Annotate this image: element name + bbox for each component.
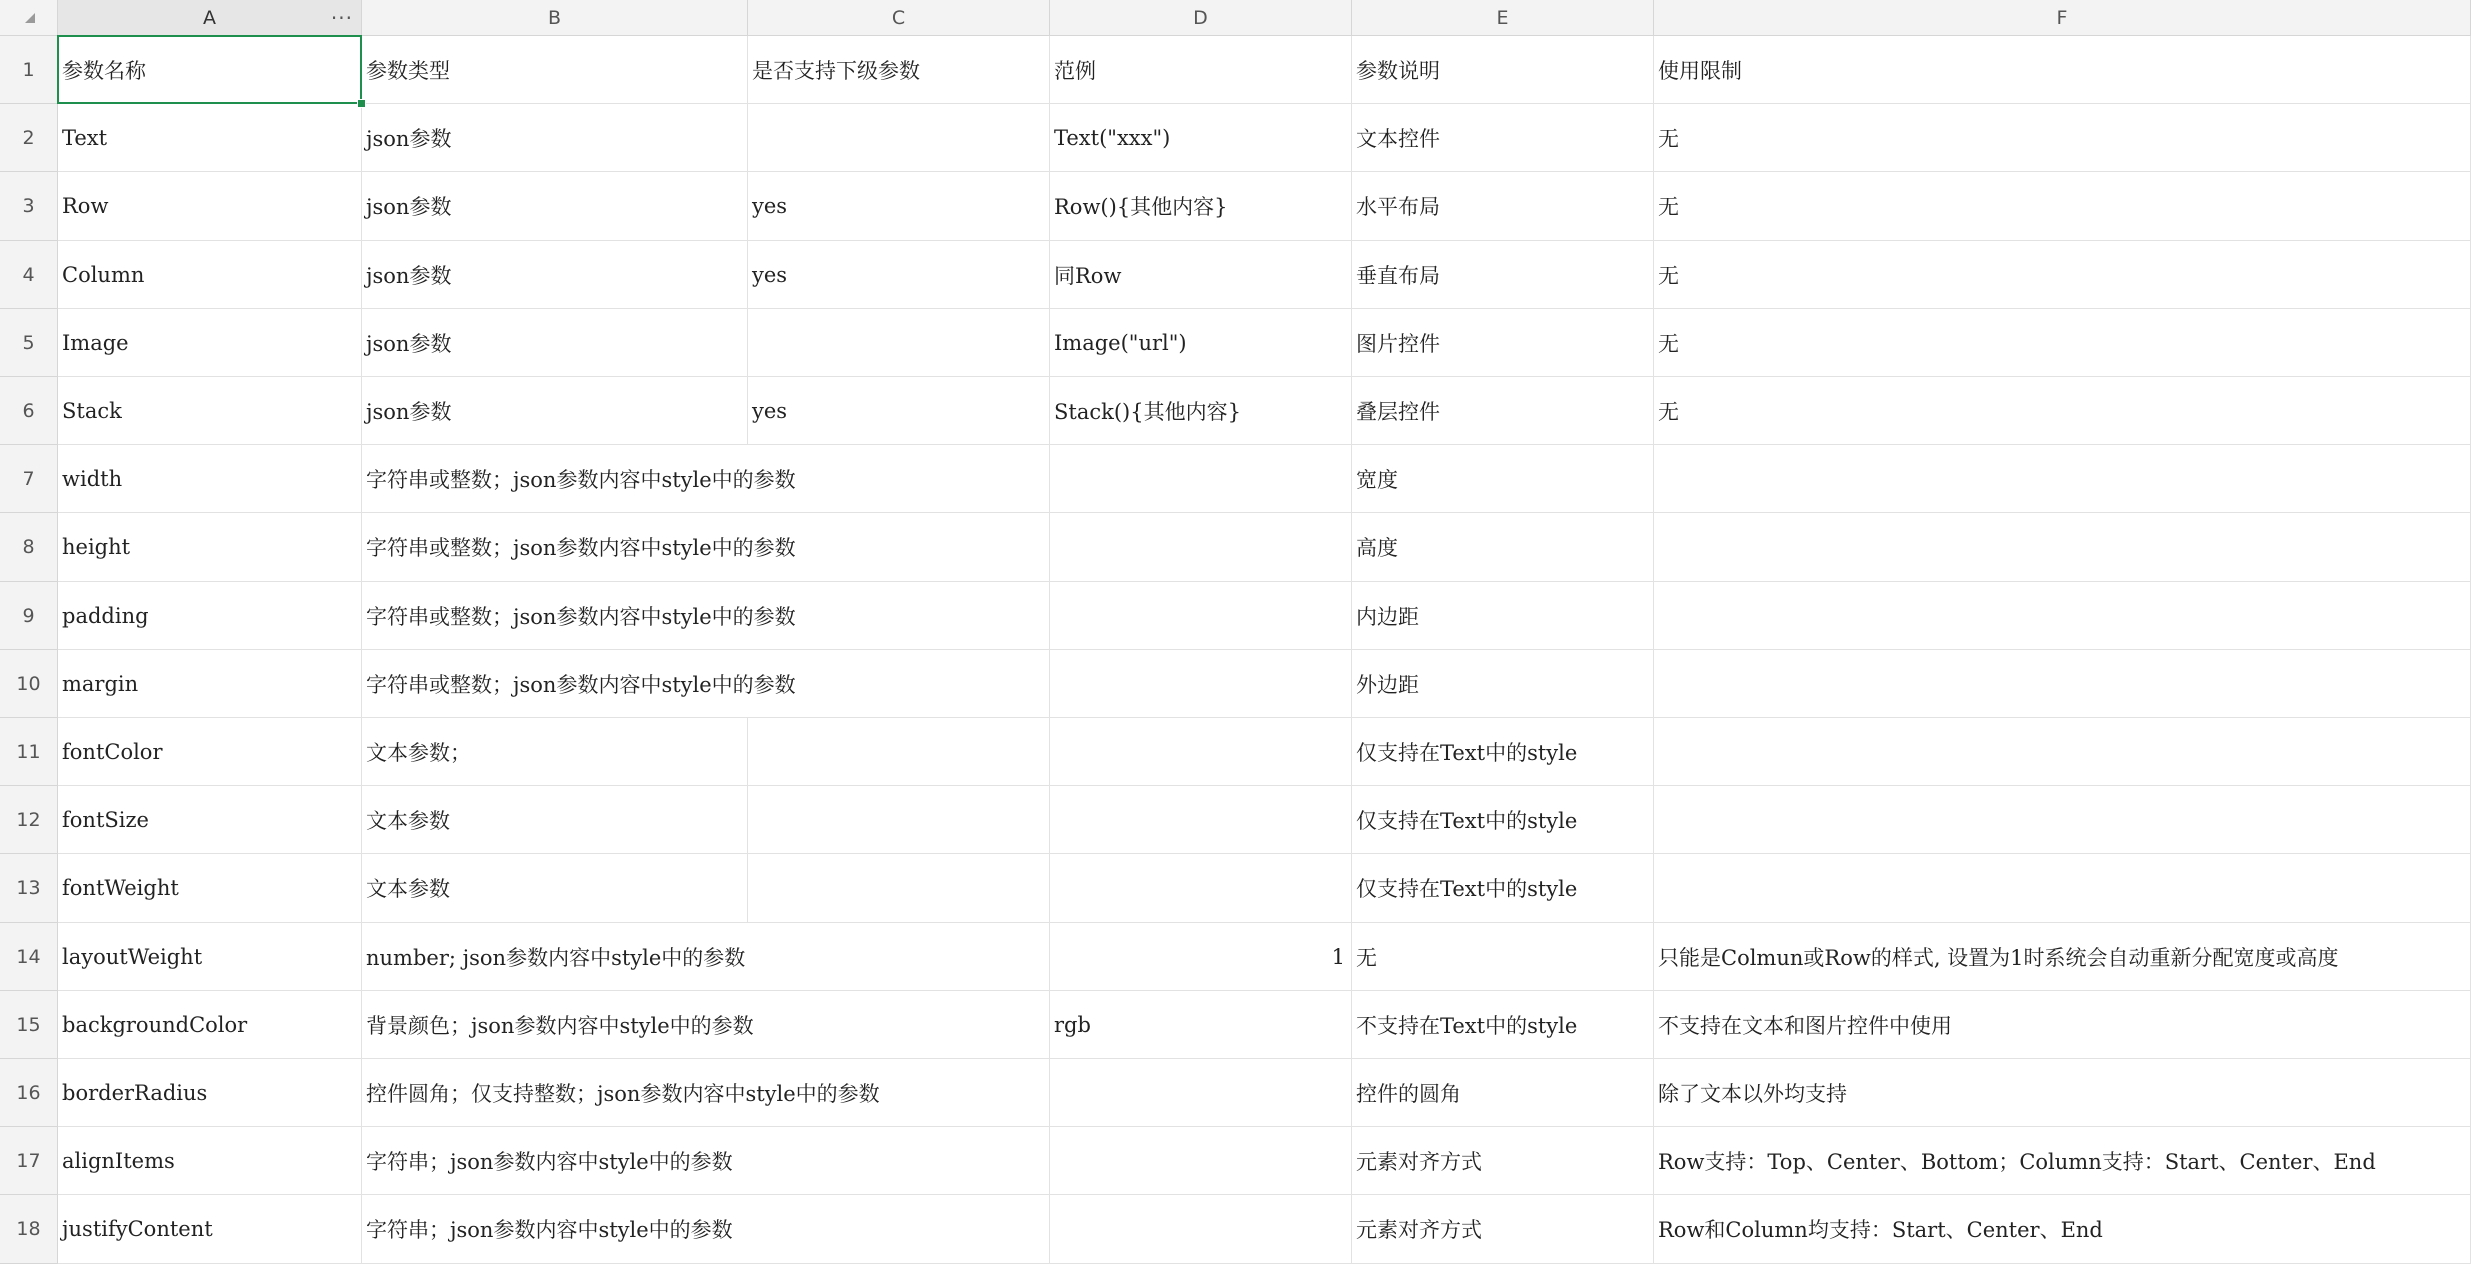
cell-f4[interactable]	[1654, 241, 2471, 309]
cell-text: 背景颜色；json参数内容中style中的参数	[366, 1013, 754, 1038]
cell-text: 文本参数	[366, 877, 450, 901]
cell-e2[interactable]	[1352, 104, 1654, 172]
cell-text: Row	[62, 194, 109, 218]
cell-text: 同Row	[1054, 263, 1122, 288]
cell-text: 仅支持在Text中的style	[1356, 740, 1578, 765]
cell-text: 外边距	[1356, 672, 1419, 697]
cell-text: Row(){其他内容}	[1054, 195, 1228, 219]
cell-f8[interactable]	[1654, 513, 2471, 582]
cell-text: 文本控件	[1356, 126, 1440, 151]
cell-text: Stack(){其他内容}	[1054, 399, 1241, 424]
cell-b11[interactable]	[362, 718, 748, 786]
cell-text: 参数说明	[1356, 58, 1440, 83]
column-header-label: C	[891, 6, 906, 29]
cell-d12[interactable]	[1050, 786, 1352, 854]
cell-e14[interactable]	[1352, 923, 1654, 991]
cell-e7[interactable]	[1352, 445, 1654, 513]
cell-f11[interactable]	[1654, 718, 2471, 786]
cell-d17[interactable]	[1050, 1127, 1352, 1195]
cell-text: number; json参数内容中style中的参数	[366, 945, 746, 970]
column-header-d[interactable]	[1050, 0, 1352, 36]
cell-d8[interactable]	[1050, 513, 1352, 582]
fill-handle[interactable]	[357, 99, 366, 108]
cell-d4[interactable]	[1050, 241, 1352, 309]
cell-d11[interactable]	[1050, 718, 1352, 786]
cell-c3[interactable]	[748, 172, 1050, 241]
cell-text: fontSize	[62, 807, 149, 832]
cell-text: 无	[1658, 195, 1679, 219]
cell-a2[interactable]	[58, 104, 362, 172]
cell-d3[interactable]	[1050, 172, 1352, 241]
cell-e12[interactable]	[1352, 786, 1654, 854]
cell-a11[interactable]	[58, 718, 362, 786]
cell-text: margin	[62, 671, 139, 696]
cell-text: yes	[752, 398, 788, 423]
cell-text: 无	[1356, 945, 1377, 970]
cell-d2[interactable]	[1050, 104, 1352, 172]
cell-text: 水平布局	[1356, 195, 1440, 219]
cell-text: 仅支持在Text中的style	[1356, 808, 1578, 833]
cell-f16[interactable]	[1654, 1059, 2471, 1127]
cell-f2[interactable]	[1654, 104, 2471, 172]
row-header-2[interactable]: 2	[0, 104, 58, 172]
cell-e5[interactable]	[1352, 309, 1654, 377]
cell-text: 内边距	[1356, 604, 1419, 629]
column-header-f[interactable]	[1654, 0, 2471, 36]
cell-text: json参数	[366, 263, 452, 288]
cell-text: 无	[1658, 126, 1679, 151]
cell-a15[interactable]	[58, 991, 362, 1059]
cell-text: json参数	[366, 126, 452, 151]
cell-a1[interactable]	[58, 36, 362, 104]
cell-text: padding	[62, 603, 149, 628]
cell-text: 无	[1658, 263, 1679, 288]
cell-text: 1	[1331, 944, 1345, 969]
cell-a7[interactable]	[58, 445, 362, 513]
row-header-3[interactable]: 3	[0, 172, 58, 241]
cell-text: 字符串或整数；json参数内容中style中的参数	[366, 604, 796, 629]
cell-e9[interactable]	[1352, 582, 1654, 650]
cell-text: 控件圆角；仅支持整数；json参数内容中style中的参数	[366, 1081, 880, 1106]
cell-d15[interactable]	[1050, 991, 1352, 1059]
cell-e16[interactable]	[1352, 1059, 1654, 1127]
cell-text: 使用限制	[1658, 58, 1742, 83]
cell-text: 无	[1658, 331, 1679, 356]
cell-text: 不支持在Text中的style	[1356, 1013, 1578, 1038]
row-header-13[interactable]: 13	[0, 854, 58, 923]
cell-text: 只能是Colmun或Row的样式, 设置为1时系统会自动重新分配宽度或高度	[1658, 945, 2339, 970]
cell-f13[interactable]	[1654, 854, 2471, 923]
cell-text: 参数类型	[366, 58, 450, 83]
cell-text: 垂直布局	[1356, 263, 1440, 288]
cell-c12[interactable]	[748, 786, 1050, 854]
column-header-label: D	[1193, 6, 1208, 29]
row-header-15[interactable]: 15	[0, 991, 58, 1059]
cell-f1[interactable]	[1654, 36, 2471, 104]
cell-text: 叠层控件	[1356, 399, 1440, 424]
cell-f15[interactable]	[1654, 991, 2471, 1059]
cell-text: 字符串或整数；json参数内容中style中的参数	[366, 467, 796, 492]
row-header-14[interactable]: 14	[0, 923, 58, 991]
cell-text: backgroundColor	[62, 1012, 248, 1037]
cell-b4[interactable]	[362, 241, 748, 309]
cell-a4[interactable]	[58, 241, 362, 309]
cell-text: 范例	[1054, 58, 1096, 83]
row-header-11[interactable]: 11	[0, 718, 58, 786]
cell-a3[interactable]	[58, 172, 362, 241]
cell-c11[interactable]	[748, 718, 1050, 786]
cell-text: 除了文本以外均支持	[1658, 1081, 1847, 1106]
cell-text: yes	[752, 262, 788, 287]
cell-text: Text("xxx")	[1054, 125, 1171, 150]
cell-text: fontWeight	[62, 876, 179, 900]
cell-a8[interactable]	[58, 513, 362, 582]
column-header-c[interactable]	[748, 0, 1050, 36]
cell-d5[interactable]	[1050, 309, 1352, 377]
cell-text: height	[62, 535, 131, 559]
column-menu-icon[interactable]: ···	[330, 6, 353, 30]
cell-d13[interactable]	[1050, 854, 1352, 923]
cell-text: 元素对齐方式	[1356, 1218, 1482, 1242]
cell-f12[interactable]	[1654, 786, 2471, 854]
cell-e6[interactable]	[1352, 377, 1654, 445]
cell-d9[interactable]	[1050, 582, 1352, 650]
cell-f17[interactable]	[1654, 1127, 2471, 1195]
column-header-label: E	[1496, 6, 1509, 29]
column-header-label: A	[203, 6, 216, 29]
cell-c4[interactable]	[748, 241, 1050, 309]
cell-b12[interactable]	[362, 786, 748, 854]
cell-text: Image("url")	[1054, 330, 1187, 355]
cell-e17[interactable]	[1352, 1127, 1654, 1195]
cell-e11[interactable]	[1352, 718, 1654, 786]
cell-f7[interactable]	[1654, 445, 2471, 513]
cell-text: json参数	[366, 195, 452, 219]
cell-b15[interactable]	[362, 991, 1050, 1059]
cell-text: yes	[752, 194, 788, 218]
cell-text: 字符串或整数；json参数内容中style中的参数	[366, 672, 796, 697]
cell-e15[interactable]	[1352, 991, 1654, 1059]
row-header-18[interactable]: 18	[0, 1195, 58, 1264]
cell-e4[interactable]	[1352, 241, 1654, 309]
row-header-8[interactable]: 8	[0, 513, 58, 582]
cell-b7[interactable]	[362, 445, 1050, 513]
cell-b6[interactable]	[362, 377, 748, 445]
cell-f14[interactable]	[1654, 923, 2471, 991]
cell-a10[interactable]	[58, 650, 362, 718]
cell-text: 元素对齐方式	[1356, 1149, 1482, 1174]
cell-a16[interactable]	[58, 1059, 362, 1127]
cell-text: 宽度	[1356, 467, 1398, 492]
row-header-10[interactable]: 10	[0, 650, 58, 718]
cell-b17[interactable]	[362, 1127, 1050, 1195]
cell-d14[interactable]	[1050, 923, 1352, 991]
cell-text: width	[62, 466, 123, 491]
cell-b5[interactable]	[362, 309, 748, 377]
cell-text: Row支持：Top、Center、Bottom；Column支持：Start、Center、End	[1658, 1149, 2376, 1174]
cell-a6[interactable]	[58, 377, 362, 445]
cell-f10[interactable]	[1654, 650, 2471, 718]
cell-f18[interactable]	[1654, 1195, 2471, 1264]
cell-text: fontColor	[62, 739, 163, 764]
cell-b2[interactable]	[362, 104, 748, 172]
cell-text: 不支持在文本和图片控件中使用	[1658, 1013, 1952, 1038]
cell-text: json参数	[366, 399, 452, 424]
cell-text: Image	[62, 330, 129, 355]
cell-b16[interactable]	[362, 1059, 1050, 1127]
cell-d10[interactable]	[1050, 650, 1352, 718]
row-header-7[interactable]: 7	[0, 445, 58, 513]
row-header-12[interactable]: 12	[0, 786, 58, 854]
cell-c6[interactable]	[748, 377, 1050, 445]
cell-text: Stack	[62, 398, 122, 423]
cell-text: 文本参数	[366, 808, 450, 833]
row-header-4[interactable]: 4	[0, 241, 58, 309]
cell-d7[interactable]	[1050, 445, 1352, 513]
cell-text: 无	[1658, 399, 1679, 424]
cell-text: 是否支持下级参数	[752, 58, 920, 83]
select-all-corner[interactable]	[0, 0, 58, 36]
cell-e3[interactable]	[1352, 172, 1654, 241]
cell-text: 字符串或整数；json参数内容中style中的参数	[366, 536, 796, 560]
cell-f5[interactable]	[1654, 309, 2471, 377]
cell-a17[interactable]	[58, 1127, 362, 1195]
cell-d16[interactable]	[1050, 1059, 1352, 1127]
cell-text: Row和Column均支持：Start、Center、End	[1658, 1218, 2103, 1242]
row-header-17[interactable]: 17	[0, 1127, 58, 1195]
cell-text: 高度	[1356, 536, 1398, 560]
cell-text: 参数名称	[62, 58, 146, 83]
cell-a18[interactable]	[58, 1195, 362, 1264]
cell-text: Column	[62, 262, 145, 287]
cell-b8[interactable]	[362, 513, 1050, 582]
cell-text: justifyContent	[62, 1217, 213, 1241]
column-header-label: F	[2056, 6, 2068, 29]
cell-b14[interactable]	[362, 923, 1050, 991]
cell-text: rgb	[1054, 1012, 1091, 1037]
cell-a5[interactable]	[58, 309, 362, 377]
select-all-triangle-icon	[25, 13, 35, 23]
row-header-16[interactable]: 16	[0, 1059, 58, 1127]
row-header-6[interactable]: 6	[0, 377, 58, 445]
cell-c5[interactable]	[748, 309, 1050, 377]
cell-a9[interactable]	[58, 582, 362, 650]
cell-e8[interactable]	[1352, 513, 1654, 582]
cell-b13[interactable]	[362, 854, 748, 923]
cell-text: 仅支持在Text中的style	[1356, 877, 1578, 901]
row-header-1[interactable]: 1	[0, 36, 58, 104]
column-header-a[interactable]	[58, 0, 362, 36]
cell-b3[interactable]	[362, 172, 748, 241]
cell-text: 字符串；json参数内容中style中的参数	[366, 1149, 733, 1174]
cell-e10[interactable]	[1352, 650, 1654, 718]
cell-c13[interactable]	[748, 854, 1050, 923]
cell-text: alignItems	[62, 1148, 175, 1173]
cell-c1[interactable]	[748, 36, 1050, 104]
cell-text: 文本参数；	[366, 740, 471, 765]
row-header-9[interactable]: 9	[0, 582, 58, 650]
column-header-label: B	[547, 6, 562, 29]
cell-f3[interactable]	[1654, 172, 2471, 241]
cell-a12[interactable]	[58, 786, 362, 854]
cell-text: borderRadius	[62, 1080, 208, 1105]
cell-e13[interactable]	[1352, 854, 1654, 923]
cell-d6[interactable]	[1050, 377, 1352, 445]
cell-text: 字符串；json参数内容中style中的参数	[366, 1218, 733, 1242]
cell-f9[interactable]	[1654, 582, 2471, 650]
cell-b1[interactable]	[362, 36, 748, 104]
column-header-e[interactable]	[1352, 0, 1654, 36]
cell-e18[interactable]	[1352, 1195, 1654, 1264]
row-header-5[interactable]: 5	[0, 309, 58, 377]
cell-f6[interactable]	[1654, 377, 2471, 445]
cell-b10[interactable]	[362, 650, 1050, 718]
cell-text: 控件的圆角	[1356, 1081, 1461, 1106]
cell-text: Text	[62, 125, 108, 150]
cell-text: json参数	[366, 331, 452, 356]
cell-text: layoutWeight	[62, 944, 203, 969]
cell-a13[interactable]	[58, 854, 362, 923]
cell-text: 图片控件	[1356, 331, 1440, 356]
column-header-b[interactable]	[362, 0, 748, 36]
cell-a14[interactable]	[58, 923, 362, 991]
cell-d18[interactable]	[1050, 1195, 1352, 1264]
cell-e1[interactable]	[1352, 36, 1654, 104]
cell-d1[interactable]	[1050, 36, 1352, 104]
cell-c2[interactable]	[748, 104, 1050, 172]
cell-b9[interactable]	[362, 582, 1050, 650]
cell-b18[interactable]	[362, 1195, 1050, 1264]
